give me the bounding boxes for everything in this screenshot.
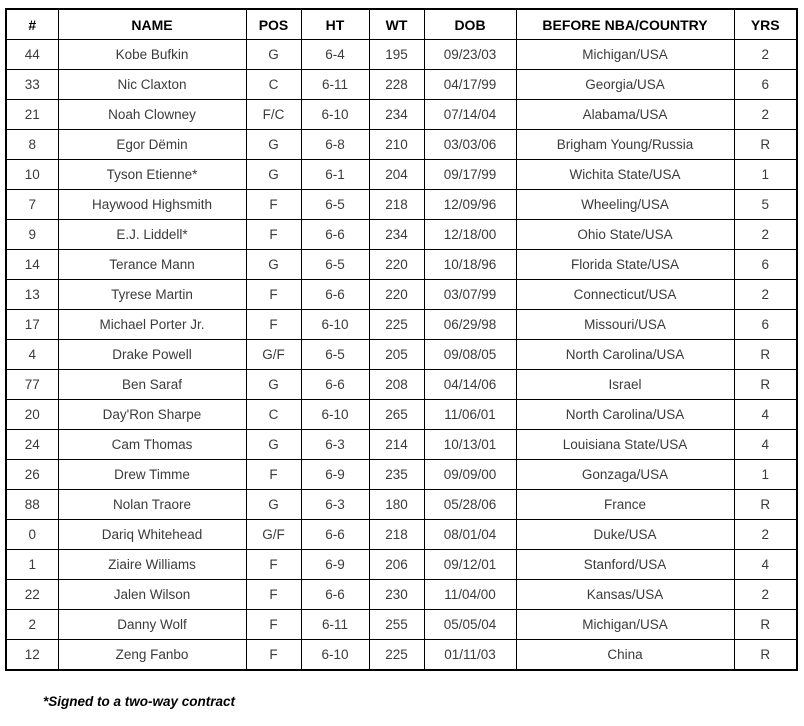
- cell-before-nba-country: Stanford/USA: [516, 550, 734, 580]
- cell-dob: 09/23/03: [424, 40, 516, 70]
- table-row: [6, 640, 797, 671]
- cell-wt: 195: [369, 40, 424, 70]
- cell-wt: 265: [369, 400, 424, 430]
- table-row: [6, 40, 797, 70]
- table-row: [6, 100, 797, 130]
- cell-wt: 225: [369, 640, 424, 671]
- cell-yrs: 4: [734, 550, 797, 580]
- cell-wt: 204: [369, 160, 424, 190]
- cell-name: Haywood Highsmith: [58, 190, 246, 220]
- cell-dob: 12/09/96: [424, 190, 516, 220]
- column-header-before-nba-country: BEFORE NBA/COUNTRY: [516, 9, 734, 40]
- cell-dob: 05/28/06: [424, 490, 516, 520]
- cell-wt: 228: [369, 70, 424, 100]
- cell-before-nba-country: Florida State/USA: [516, 250, 734, 280]
- table-row: [6, 280, 797, 310]
- column-header-dob: DOB: [424, 9, 516, 40]
- cell-name: E.J. Liddell*: [58, 220, 246, 250]
- cell-num: 1: [6, 550, 58, 580]
- cell-wt: 206: [369, 550, 424, 580]
- two-way-footnote: *Signed to a two-way contract: [43, 694, 236, 709]
- cell-ht: 6-11: [301, 610, 369, 640]
- cell-num: 4: [6, 340, 58, 370]
- cell-pos: C: [246, 70, 301, 100]
- cell-before-nba-country: Wichita State/USA: [516, 160, 734, 190]
- cell-ht: 6-5: [301, 250, 369, 280]
- cell-dob: 09/12/01: [424, 550, 516, 580]
- cell-yrs: 2: [734, 580, 797, 610]
- cell-before-nba-country: North Carolina/USA: [516, 340, 734, 370]
- cell-yrs: 6: [734, 70, 797, 100]
- cell-yrs: 5: [734, 190, 797, 220]
- column-header-name: NAME: [58, 9, 246, 40]
- cell-before-nba-country: Israel: [516, 370, 734, 400]
- cell-num: 77: [6, 370, 58, 400]
- cell-ht: 6-3: [301, 430, 369, 460]
- cell-dob: 12/18/00: [424, 220, 516, 250]
- cell-before-nba-country: Kansas/USA: [516, 580, 734, 610]
- cell-ht: 6-9: [301, 460, 369, 490]
- cell-before-nba-country: Georgia/USA: [516, 70, 734, 100]
- cell-yrs: R: [734, 130, 797, 160]
- cell-wt: 218: [369, 190, 424, 220]
- cell-yrs: 6: [734, 310, 797, 340]
- cell-pos: F: [246, 310, 301, 340]
- cell-ht: 6-1: [301, 160, 369, 190]
- table-row: [6, 250, 797, 280]
- cell-ht: 6-6: [301, 520, 369, 550]
- cell-name: Kobe Bufkin: [58, 40, 246, 70]
- cell-dob: 10/18/96: [424, 250, 516, 280]
- cell-wt: 210: [369, 130, 424, 160]
- cell-ht: 6-3: [301, 490, 369, 520]
- roster-table: [5, 8, 798, 671]
- cell-name: Jalen Wilson: [58, 580, 246, 610]
- cell-dob: 07/14/04: [424, 100, 516, 130]
- column-header-yrs: YRS: [734, 9, 797, 40]
- cell-wt: 234: [369, 220, 424, 250]
- cell-pos: F: [246, 220, 301, 250]
- cell-pos: C: [246, 400, 301, 430]
- cell-wt: 230: [369, 580, 424, 610]
- cell-before-nba-country: Michigan/USA: [516, 40, 734, 70]
- cell-dob: 09/08/05: [424, 340, 516, 370]
- cell-pos: G/F: [246, 340, 301, 370]
- cell-dob: 09/09/00: [424, 460, 516, 490]
- cell-before-nba-country: Brigham Young/Russia: [516, 130, 734, 160]
- cell-dob: 06/29/98: [424, 310, 516, 340]
- cell-name: Danny Wolf: [58, 610, 246, 640]
- cell-pos: G: [246, 130, 301, 160]
- cell-ht: 6-10: [301, 310, 369, 340]
- cell-wt: 218: [369, 520, 424, 550]
- cell-before-nba-country: Duke/USA: [516, 520, 734, 550]
- cell-dob: 11/06/01: [424, 400, 516, 430]
- cell-yrs: R: [734, 340, 797, 370]
- cell-before-nba-country: Alabama/USA: [516, 100, 734, 130]
- cell-name: Tyson Etienne*: [58, 160, 246, 190]
- cell-before-nba-country: Gonzaga/USA: [516, 460, 734, 490]
- cell-num: 2: [6, 610, 58, 640]
- cell-pos: F/C: [246, 100, 301, 130]
- cell-num: 0: [6, 520, 58, 550]
- cell-ht: 6-5: [301, 340, 369, 370]
- cell-wt: 214: [369, 430, 424, 460]
- cell-dob: 03/07/99: [424, 280, 516, 310]
- cell-ht: 6-5: [301, 190, 369, 220]
- cell-name: Dariq Whitehead: [58, 520, 246, 550]
- cell-name: Noah Clowney: [58, 100, 246, 130]
- table-row: [6, 220, 797, 250]
- cell-dob: 03/03/06: [424, 130, 516, 160]
- cell-num: 13: [6, 280, 58, 310]
- table-row: [6, 580, 797, 610]
- cell-ht: 6-4: [301, 40, 369, 70]
- cell-num: 9: [6, 220, 58, 250]
- table-row: [6, 430, 797, 460]
- cell-yrs: 2: [734, 100, 797, 130]
- cell-name: Ziaire Williams: [58, 550, 246, 580]
- cell-num: 26: [6, 460, 58, 490]
- cell-num: 7: [6, 190, 58, 220]
- cell-pos: G: [246, 250, 301, 280]
- table-row: [6, 310, 797, 340]
- cell-ht: 6-11: [301, 70, 369, 100]
- cell-pos: G: [246, 490, 301, 520]
- table-row: [6, 460, 797, 490]
- cell-yrs: 2: [734, 520, 797, 550]
- column-header-ht: HT: [301, 9, 369, 40]
- cell-dob: 01/11/03: [424, 640, 516, 671]
- cell-before-nba-country: China: [516, 640, 734, 671]
- cell-ht: 6-9: [301, 550, 369, 580]
- cell-before-nba-country: Louisiana State/USA: [516, 430, 734, 460]
- cell-yrs: R: [734, 610, 797, 640]
- cell-yrs: 2: [734, 280, 797, 310]
- table-row: [6, 520, 797, 550]
- cell-wt: 255: [369, 610, 424, 640]
- table-row: [6, 160, 797, 190]
- cell-pos: G: [246, 430, 301, 460]
- cell-pos: F: [246, 190, 301, 220]
- cell-ht: 6-10: [301, 100, 369, 130]
- cell-yrs: R: [734, 370, 797, 400]
- cell-pos: F: [246, 610, 301, 640]
- cell-ht: 6-8: [301, 130, 369, 160]
- cell-before-nba-country: North Carolina/USA: [516, 400, 734, 430]
- cell-yrs: 2: [734, 220, 797, 250]
- cell-dob: 04/14/06: [424, 370, 516, 400]
- cell-num: 14: [6, 250, 58, 280]
- cell-num: 20: [6, 400, 58, 430]
- column-header-wt: WT: [369, 9, 424, 40]
- table-row: [6, 400, 797, 430]
- cell-num: 21: [6, 100, 58, 130]
- cell-num: 12: [6, 640, 58, 671]
- cell-name: Cam Thomas: [58, 430, 246, 460]
- cell-wt: 220: [369, 250, 424, 280]
- cell-num: 22: [6, 580, 58, 610]
- cell-pos: F: [246, 640, 301, 671]
- cell-name: Nic Claxton: [58, 70, 246, 100]
- roster-body: [6, 40, 797, 671]
- table-row: [6, 370, 797, 400]
- table-row: [6, 340, 797, 370]
- header-row: [6, 9, 797, 40]
- table-row: [6, 490, 797, 520]
- cell-num: 8: [6, 130, 58, 160]
- cell-ht: 6-6: [301, 370, 369, 400]
- cell-name: Drake Powell: [58, 340, 246, 370]
- cell-ht: 6-6: [301, 580, 369, 610]
- cell-wt: 225: [369, 310, 424, 340]
- cell-before-nba-country: Ohio State/USA: [516, 220, 734, 250]
- cell-yrs: 2: [734, 40, 797, 70]
- cell-num: 24: [6, 430, 58, 460]
- cell-dob: 11/04/00: [424, 580, 516, 610]
- cell-dob: 10/13/01: [424, 430, 516, 460]
- cell-yrs: R: [734, 490, 797, 520]
- cell-before-nba-country: Missouri/USA: [516, 310, 734, 340]
- cell-pos: G: [246, 370, 301, 400]
- cell-num: 33: [6, 70, 58, 100]
- cell-wt: 234: [369, 100, 424, 130]
- table-row: [6, 610, 797, 640]
- cell-yrs: 6: [734, 250, 797, 280]
- cell-num: 10: [6, 160, 58, 190]
- cell-pos: F: [246, 550, 301, 580]
- column-header-num: #: [6, 9, 58, 40]
- cell-name: Zeng Fanbo: [58, 640, 246, 671]
- cell-name: Terance Mann: [58, 250, 246, 280]
- cell-dob: 05/05/04: [424, 610, 516, 640]
- cell-pos: G/F: [246, 520, 301, 550]
- cell-num: 88: [6, 490, 58, 520]
- cell-pos: G: [246, 40, 301, 70]
- cell-name: Drew Timme: [58, 460, 246, 490]
- cell-pos: F: [246, 460, 301, 490]
- cell-name: Egor Dëmin: [58, 130, 246, 160]
- table-row: [6, 190, 797, 220]
- cell-ht: 6-6: [301, 220, 369, 250]
- cell-pos: F: [246, 580, 301, 610]
- cell-name: Tyrese Martin: [58, 280, 246, 310]
- cell-before-nba-country: France: [516, 490, 734, 520]
- cell-ht: 6-6: [301, 280, 369, 310]
- cell-num: 44: [6, 40, 58, 70]
- column-header-pos: POS: [246, 9, 301, 40]
- table-row: [6, 130, 797, 160]
- cell-wt: 235: [369, 460, 424, 490]
- cell-num: 17: [6, 310, 58, 340]
- cell-ht: 6-10: [301, 640, 369, 671]
- cell-name: Nolan Traore: [58, 490, 246, 520]
- cell-yrs: 1: [734, 160, 797, 190]
- cell-name: Michael Porter Jr.: [58, 310, 246, 340]
- cell-pos: G: [246, 160, 301, 190]
- cell-before-nba-country: Connecticut/USA: [516, 280, 734, 310]
- cell-dob: 08/01/04: [424, 520, 516, 550]
- table-row: [6, 550, 797, 580]
- cell-ht: 6-10: [301, 400, 369, 430]
- cell-wt: 208: [369, 370, 424, 400]
- cell-wt: 180: [369, 490, 424, 520]
- cell-before-nba-country: Wheeling/USA: [516, 190, 734, 220]
- cell-name: Day'Ron Sharpe: [58, 400, 246, 430]
- cell-dob: 04/17/99: [424, 70, 516, 100]
- cell-pos: F: [246, 280, 301, 310]
- cell-yrs: 1: [734, 460, 797, 490]
- cell-dob: 09/17/99: [424, 160, 516, 190]
- table-row: [6, 70, 797, 100]
- cell-wt: 205: [369, 340, 424, 370]
- cell-yrs: 4: [734, 400, 797, 430]
- cell-name: Ben Saraf: [58, 370, 246, 400]
- cell-yrs: R: [734, 640, 797, 671]
- cell-yrs: 4: [734, 430, 797, 460]
- cell-wt: 220: [369, 280, 424, 310]
- cell-before-nba-country: Michigan/USA: [516, 610, 734, 640]
